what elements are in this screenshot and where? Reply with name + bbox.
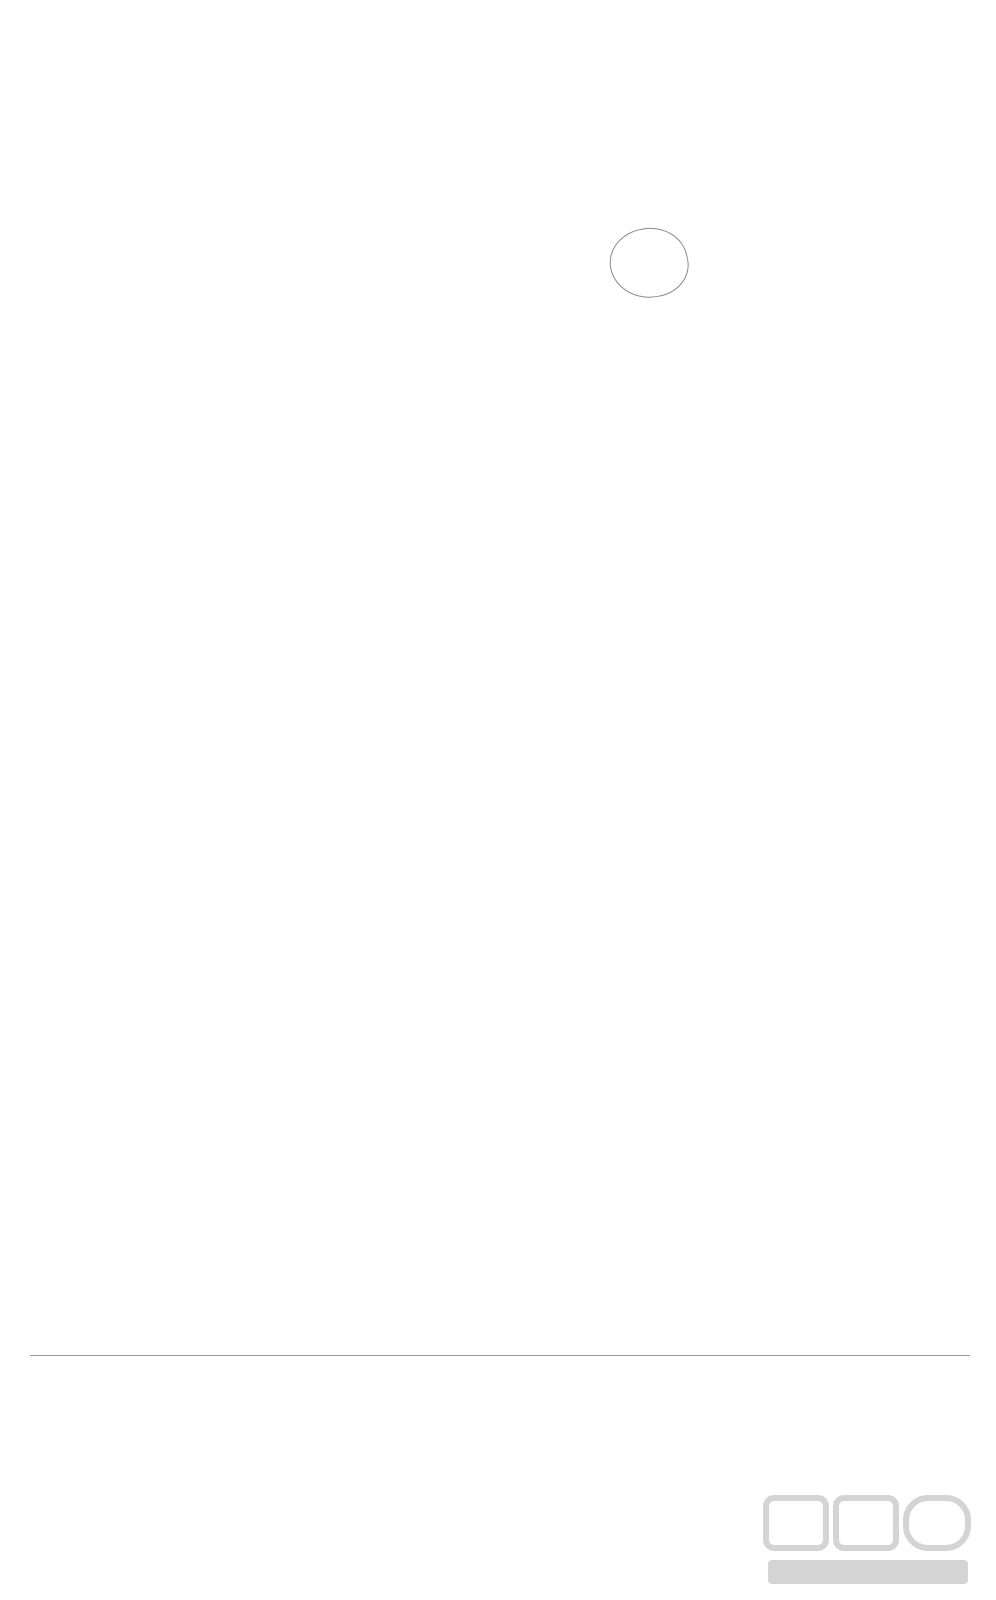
seal-stamp: [604, 221, 695, 306]
watermark-logo: [758, 1490, 978, 1590]
divider-line: [30, 1355, 970, 1356]
